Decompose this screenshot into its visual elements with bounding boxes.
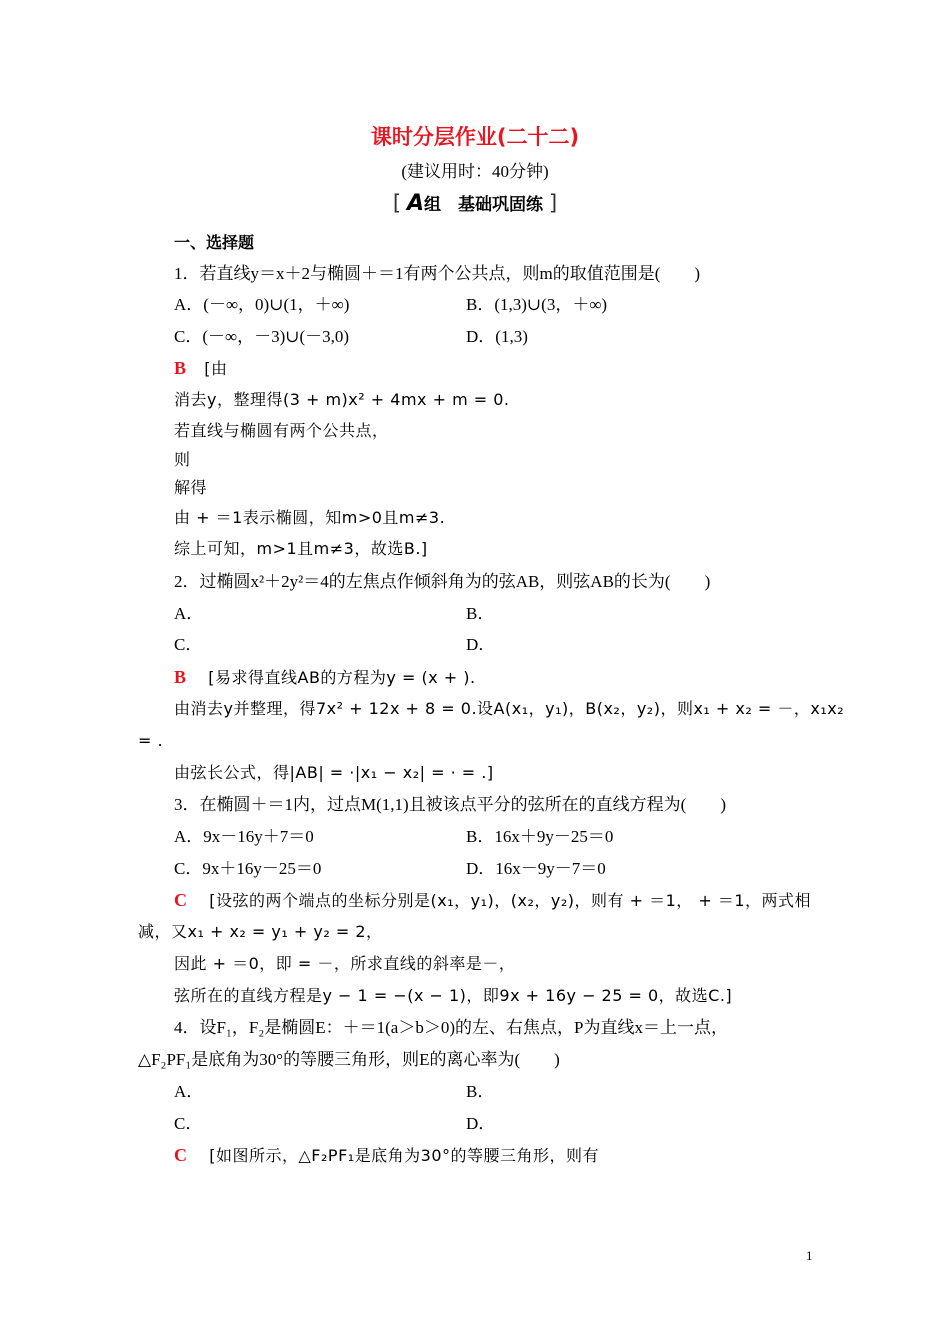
q1-solution-line: 综上可知，m>1且m≠3，故选B.]: [174, 539, 428, 558]
q3-option-b: B．16x＋9y－25＝0: [466, 827, 614, 846]
q1-solution-line: 解得: [174, 478, 208, 497]
group-letter: A: [406, 191, 425, 216]
group-heading: [0, 190, 950, 216]
q1-option-d: D．(1,3): [466, 327, 528, 346]
q4-option-a: A．: [174, 1082, 204, 1101]
q1-option-a: A．(－∞，0)∪(1，＋∞): [174, 295, 350, 314]
q1-solution-line: 由 + ＝1表示椭圆，知m>0且m≠3.: [174, 508, 446, 527]
q1-answer: B: [174, 358, 187, 378]
q3-option-a: A．9x－16y＋7＝0: [174, 827, 314, 846]
q2-option-c: C．: [174, 635, 203, 654]
page-title: 课时分层作业(二十二): [370, 125, 580, 149]
q1-stem: 1．若直线y＝x＋2与椭圆＋＝1有两个公共点，则m的取值范围是( ): [174, 264, 701, 283]
q1-solution-line: 若直线与椭圆有两个公共点，: [174, 421, 389, 440]
q4-answer-line: [174, 1144, 599, 1167]
q3-solution-line: 弦所在的直线方程是y − 1 = −(x − 1)，即9x + 16y − 25 = 0，故选C.]: [174, 986, 733, 1005]
q1-solution-line: 消去y，整理得(3 + m)x² + 4mx + m = 0.: [174, 390, 510, 409]
q2-solution-line: [易求得直线AB的方程为y = (x + ).: [208, 668, 476, 687]
q1-answer-line: [174, 357, 228, 380]
q2-stem: 2．过椭圆x²＋2y²＝4的左焦点作倾斜角为的弦AB，则弦AB的长为( ): [174, 572, 711, 591]
q3-stem: 3．在椭圆＋＝1内，过点M(1,1)且被该点平分的弦所在的直线方程为( ): [174, 795, 727, 814]
q4-stem-continued: △F₂PF₁是底角为30°的等腰三角形，则E的离心率为( ): [138, 1050, 560, 1069]
group-bracket-left: [: [392, 191, 402, 215]
q4-stem: 4．设F₁，F₂是椭圆E：＋＝1(a＞b＞0)的左、右焦点，P为直线x＝上一点，: [174, 1018, 728, 1037]
q4-option-d: D．: [466, 1114, 496, 1133]
q3-option-d: D．16x－9y－7＝0: [466, 859, 606, 878]
q2-option-d: D．: [466, 635, 496, 654]
q1-option-b: B．(1,3)∪(3，＋∞): [466, 295, 608, 314]
q4-option-b: B．: [466, 1082, 495, 1101]
q3-option-c: C．9x＋16y－25＝0: [174, 859, 322, 878]
q2-answer-line: [174, 666, 476, 689]
q4-solution-line: [如图所示，△F₂PF₁是底角为30°的等腰三角形，则有: [209, 1146, 600, 1165]
q3-solution-line: 因此 + ＝0，即 = －，所求直线的斜率是－，: [174, 954, 516, 973]
group-label: 组 基础巩固练: [424, 195, 544, 215]
q2-solution-line: 由消去y并整理，得7x² + 12x + 8 = 0.设A(x₁，y₁)，B(x₂，y₂)，则x₁ + x₂ = －，x₁x₂: [174, 699, 845, 718]
q3-answer: C: [174, 890, 187, 910]
q1-solution-line: 则: [174, 450, 191, 469]
q2-solution-line: 由弦长公式，得|AB| = ·|x₁ − x₂| = · = .]: [174, 763, 494, 782]
q3-answer-line: [174, 889, 811, 912]
q2-option-a: A．: [174, 604, 204, 623]
section-heading: 一、选择题: [174, 233, 255, 252]
q1-option-c: C．(－∞，－3)∪(－3,0): [174, 327, 350, 346]
time-suggestion: (建议用时：40分钟): [401, 162, 549, 181]
page-number: 1: [806, 1248, 813, 1263]
q1-solution-line: [由: [204, 359, 228, 378]
q2-option-b: B．: [466, 604, 495, 623]
q3-solution-line: 减，又x₁ + x₂ = y₁ + y₂ = 2，: [138, 922, 383, 941]
q4-answer: C: [174, 1145, 187, 1165]
q2-solution-line: = .: [138, 731, 164, 750]
q4-option-c: C．: [174, 1114, 203, 1133]
group-bracket-right: ]: [548, 191, 558, 215]
q3-solution-line: [设弦的两个端点的坐标分别是(x₁，y₁)，(x₂，y₂)，则有 + ＝1， + ＝1，两式相: [209, 891, 812, 910]
q2-answer: B: [174, 667, 187, 687]
